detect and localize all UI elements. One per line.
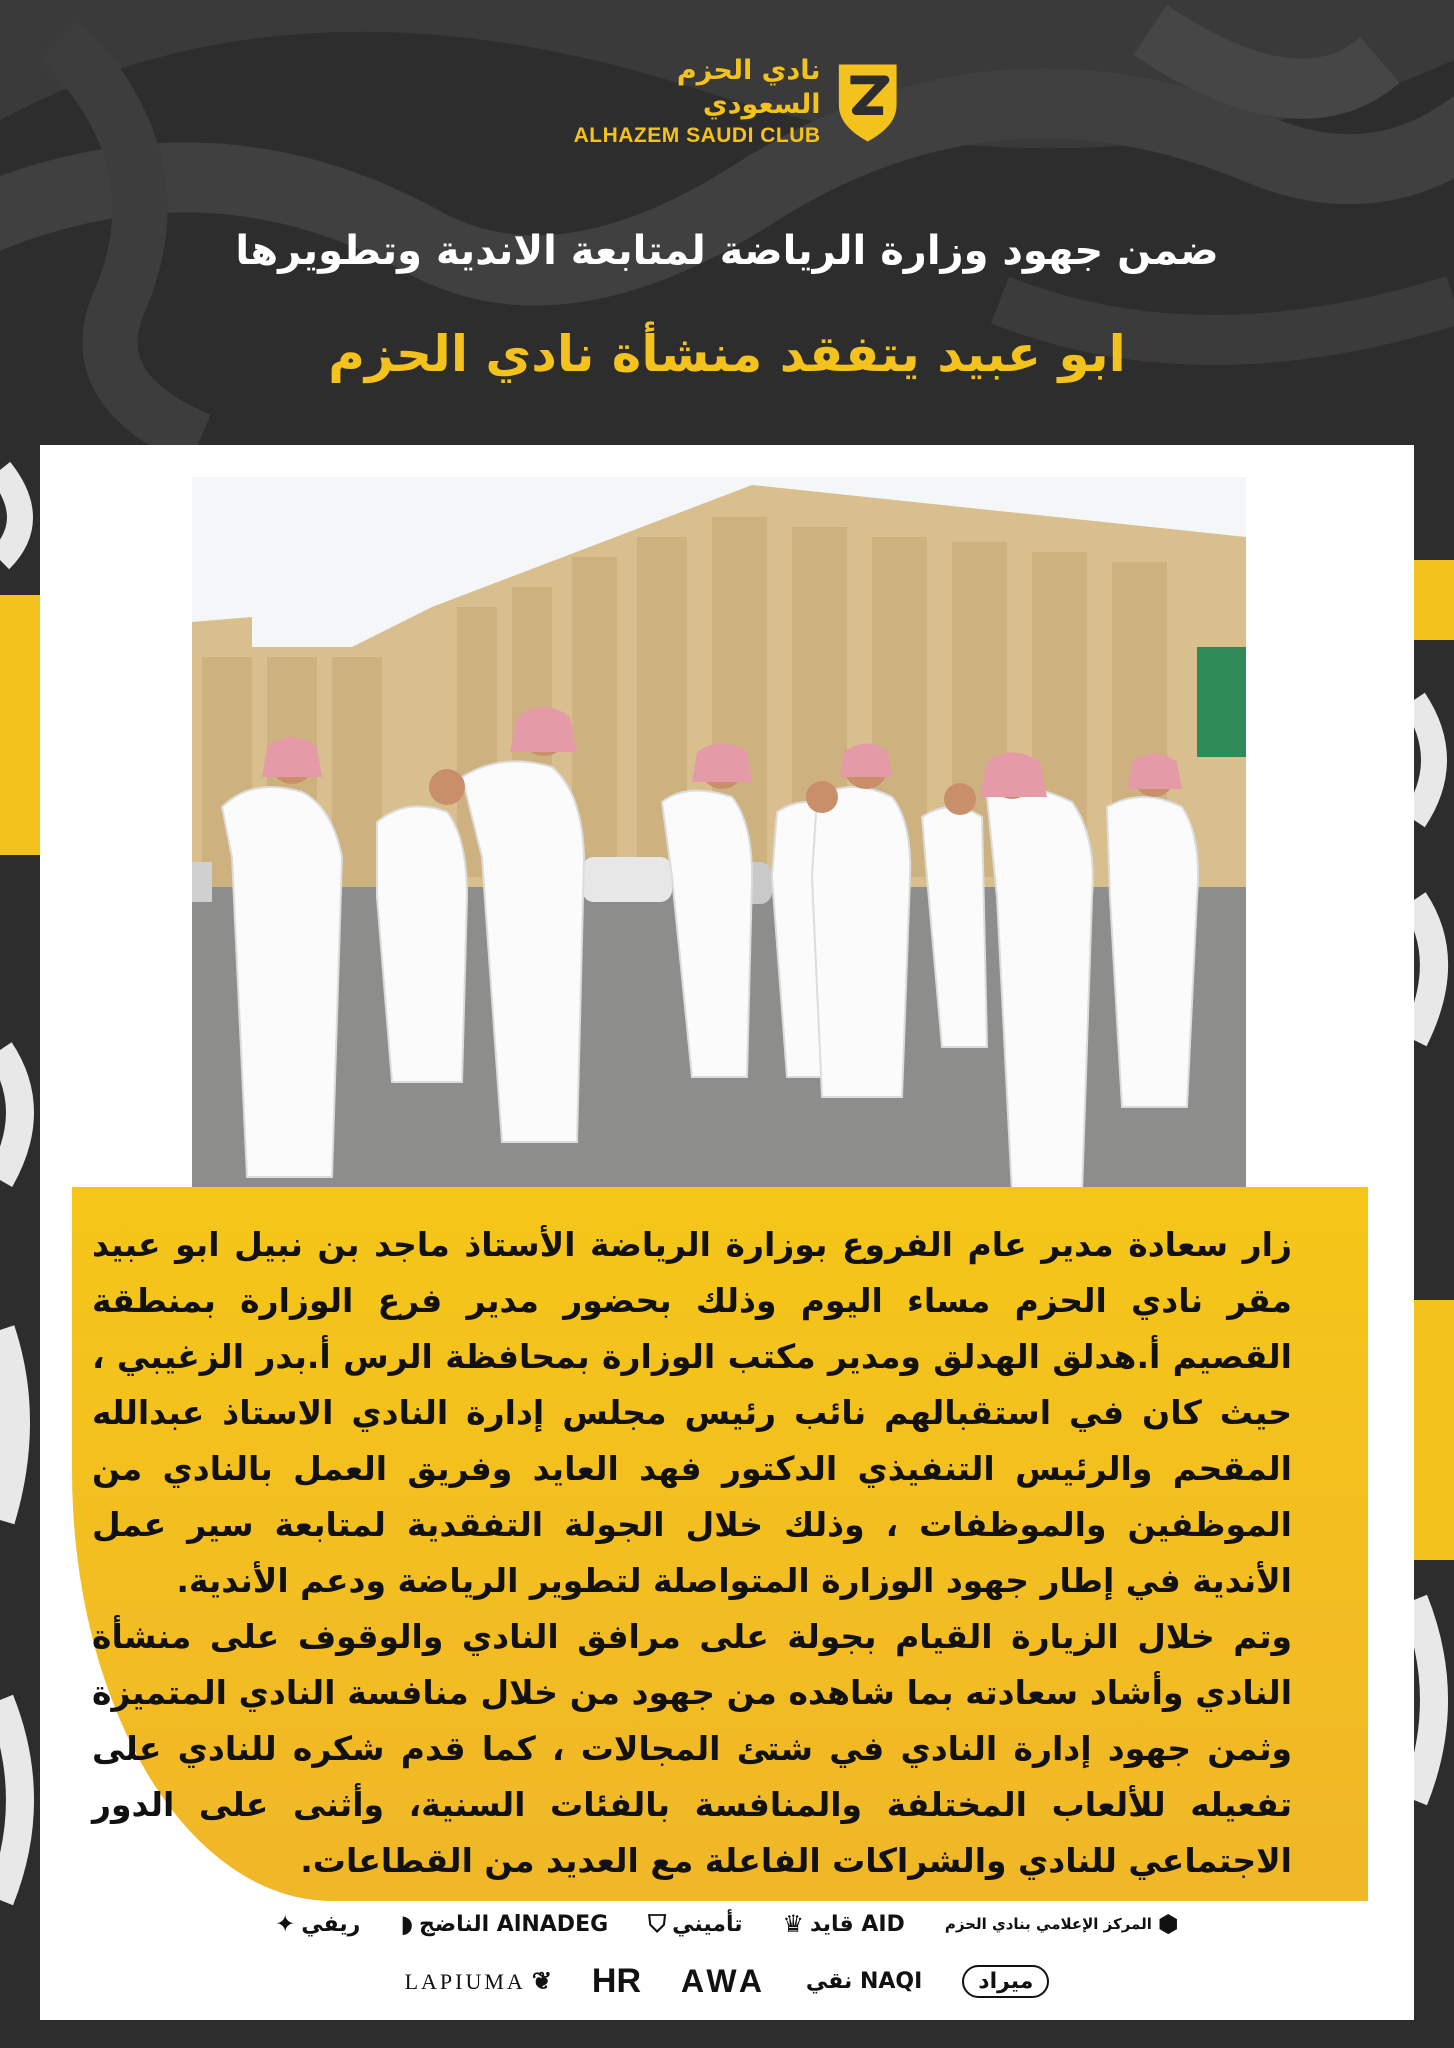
subtitle: ضمن جهود وزارة الرياضة لمتابعة الاندية وتطويرها xyxy=(235,228,1219,274)
sponsor-label: HR xyxy=(591,1962,642,2000)
logo-text xyxy=(560,54,821,150)
header xyxy=(0,0,1454,445)
sponsor-label: الناضج AlNADEG xyxy=(418,1911,609,1937)
club-logo xyxy=(560,52,900,152)
sponsor-label: ميراد xyxy=(962,1965,1049,1998)
sponsors-row-1 xyxy=(40,1910,1414,1938)
feather-icon: ❦ xyxy=(531,1968,552,1995)
logo-arabic: نادي الحزم السعودي xyxy=(676,55,821,120)
photo-scene xyxy=(192,477,1246,1193)
sponsor-mirad xyxy=(962,1965,1049,1998)
sponsors-row-2 xyxy=(40,1962,1414,2001)
sponsor-alnadeg xyxy=(400,1910,608,1938)
article-paragraph-2: وتم خلال الزيارة القيام بجولة على مرافق النادي والوقوف على منشأة النادي وأشاد سعادته بما شاهده من جهود من خلال منافسة النادي المتميزة وثمن جهود إدارة النادي في شتئ المجالات ، كما قدم شكره للنادي على تفعيله للألعاب المختلفة والمنافسة بالفئات السنية، وأثنى على الدور الاجتماعي للنادي والشراكات الفاعلة مع العديد من القطاعات. xyxy=(92,1617,1292,1880)
sponsor-lapiuma xyxy=(405,1967,552,1996)
sponsor-riffy xyxy=(275,1910,360,1938)
sponsor-label: ريفي xyxy=(301,1911,361,1937)
sponsor-label: تأميني xyxy=(672,1911,743,1937)
sponsor-tameeni xyxy=(648,1910,742,1938)
logo-english: ALHAZEM SAUDI CLUB xyxy=(573,124,821,147)
shield-icon: ⛉ xyxy=(648,1910,667,1938)
sponsor-naqi xyxy=(806,1969,922,1994)
sponsor-media-center xyxy=(945,1910,1179,1938)
alnadeg-mark-icon: ◗ xyxy=(400,1910,413,1938)
sponsor-label: المركز الإعلامي بنادي الحزم xyxy=(944,1915,1152,1933)
sponsor-label: LAPIUMA xyxy=(404,1968,526,1994)
club-crest-icon xyxy=(835,59,900,145)
article-text xyxy=(92,1217,1292,1889)
aid-mark-icon: ♛ xyxy=(782,1910,805,1938)
content-card xyxy=(40,445,1414,2020)
sponsor-aid xyxy=(783,1910,905,1938)
page-title: ابو عبيد يتفقد منشأة نادي الحزم xyxy=(328,325,1126,383)
visit-photo xyxy=(192,477,1246,1193)
article-paragraph-1: زار سعادة مدير عام الفروع بوزارة الرياضة الأستاذ ماجد بن نبيل ابو عبيد مقر نادي الحزم مساء اليوم وذلك بحضور مدير فرع الوزارة بمنطقة القصيم أ.هدلق الهدلق ومدير مكتب الوزارة بمحافظة الرس أ.بدر الزغيبي ، حيث كان في استقبالهم نائب رئيس مجلس إدارة النادي الاستاذ عبدالله المقحم والرئيس التنفيذي الدكتور فهد العايد وفريق العمل بالنادي من الموظفين والموظفات ، وذلك خلال الجولة التفقدية لمتابعة سير عمل الأندية في إطار جهود الوزارة المتواصلة لتطوير الرياضة ودعم الأندية. xyxy=(92,1225,1292,1600)
sponsors-bar xyxy=(40,1910,1414,2020)
sponsor-label: نقي NAQI xyxy=(805,1969,923,1994)
club-crest-small-icon: ⬢ xyxy=(1157,1910,1179,1938)
bird-icon: ✦ xyxy=(275,1910,296,1938)
sponsor-label: قايد AID xyxy=(810,1911,905,1937)
sponsor-label: AWA xyxy=(681,1963,766,1999)
sponsor-awa xyxy=(681,1963,766,2000)
article-box xyxy=(72,1187,1368,1901)
sponsor-hr xyxy=(592,1962,641,2001)
